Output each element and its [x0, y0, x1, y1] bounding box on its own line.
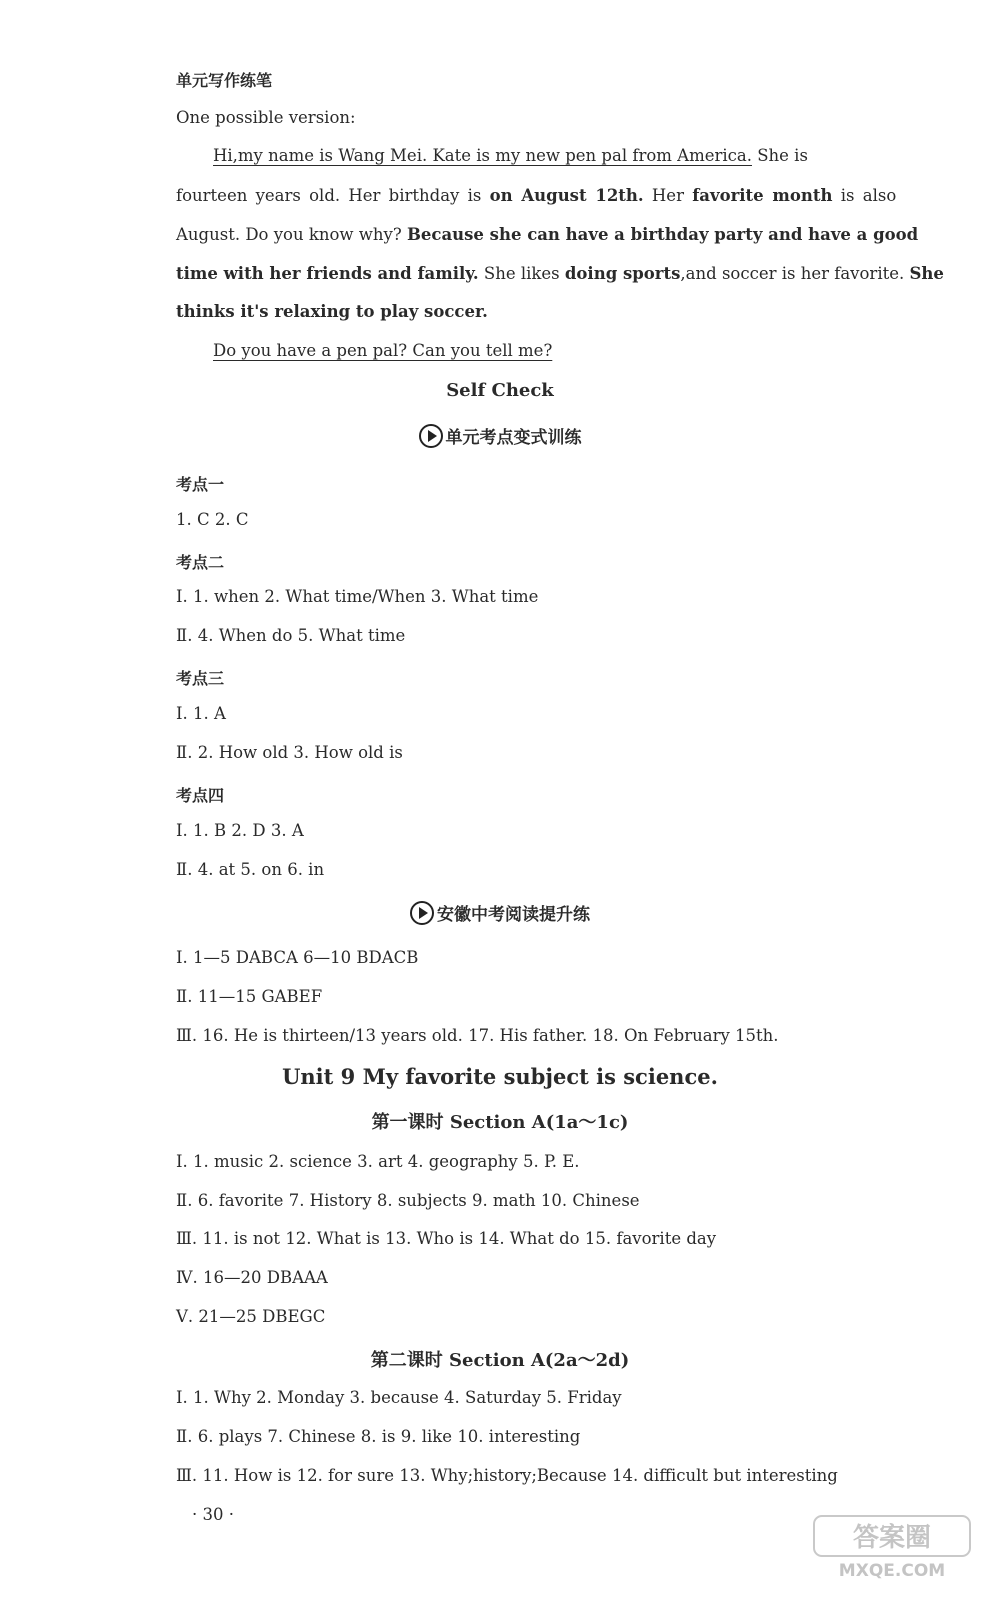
lesson-1-title: 第一课时 Section A(1a～1c) [371, 1112, 629, 1133]
lesson-2-row-2: Ⅱ. 6. plays 7. Chinese 8. is 9. like 10. interesting [176, 1427, 581, 1446]
watermark-line-2: MXQE.COM [838, 1561, 946, 1581]
writing-heading: 单元写作练笔 [176, 71, 273, 90]
lesson-1-row-3: Ⅲ. 11. is not 12. What is 13. Who is 14. What do 15. favorite day [176, 1229, 717, 1248]
point-3-row-2: Ⅱ. 2. How old 3. How old is [176, 743, 403, 762]
unit-title: Unit 9 My favorite subject is science. [282, 1064, 718, 1089]
point-2-row-1: Ⅰ. 1. when 2. What time/When 3. What time [176, 587, 539, 606]
lesson-2-row-3: Ⅲ. 11. How is 12. for sure 13. Why;history;Because 14. difficult but interesting [176, 1466, 838, 1485]
point-3-row-1: Ⅰ. 1. A [176, 704, 226, 723]
writing-line-2: fourteen years old. Her birthday is on August 12th. Her favorite month is also [176, 186, 897, 205]
point-1-answers: 1. C 2. C [176, 510, 249, 529]
writing-line-5: thinks it's relaxing to play soccer. [176, 302, 488, 321]
writing-closing: Do you have a pen pal? Can you tell me? [213, 341, 553, 360]
play-circle-icon [419, 424, 443, 448]
underlined-opening: Hi,my name is Wang Mei. Kate is my new pen pal from America. [213, 146, 752, 165]
writing-line-3: August. Do you know why? Because she can have a birthday party and have a good [176, 225, 919, 244]
writing-line-1: Hi,my name is Wang Mei. Kate is my new pen pal from America. She is [213, 146, 808, 165]
watermark-logo-icon [812, 1512, 972, 1582]
writing-line-4: time with her friends and family. She likes doing sports,and soccer is her favorite. She [176, 264, 944, 283]
point-2-label: 考点二 [176, 553, 225, 572]
watermark-line-1: 答案圈 [852, 1523, 932, 1553]
section-banner-unit-points: 单元考点变式训练 [0, 423, 1000, 448]
lesson-1-row-2: Ⅱ. 6. favorite 7. History 8. subjects 9. math 10. Chinese [176, 1191, 640, 1210]
point-4-row-2: Ⅱ. 4. at 5. on 6. in [176, 860, 325, 879]
lesson-1-row-4: Ⅳ. 16—20 DBAAA [176, 1268, 328, 1287]
point-4-label: 考点四 [176, 786, 225, 805]
point-1-label: 考点一 [176, 475, 225, 494]
point-2-row-2: Ⅱ. 4. When do 5. What time [176, 626, 406, 645]
play-circle-icon [410, 901, 434, 925]
self-check-title: Self Check [446, 380, 554, 401]
lesson-1-row-1: Ⅰ. 1. music 2. science 3. art 4. geography 5. P. E. [176, 1152, 580, 1171]
section-banner-reading: 安徽中考阅读提升练 [0, 900, 1000, 925]
point-3-label: 考点三 [176, 669, 225, 688]
watermark-logo [812, 1512, 972, 1582]
point-4-row-1: Ⅰ. 1. B 2. D 3. A [176, 821, 304, 840]
lesson-2-title: 第二课时 Section A(2a～2d) [370, 1350, 630, 1371]
lesson-1-row-5: Ⅴ. 21—25 DBEGC [176, 1307, 326, 1326]
writing-intro: One possible version: [176, 108, 356, 127]
reading-row-1: Ⅰ. 1—5 DABCA 6—10 BDACB [176, 948, 419, 967]
page-number: · 30 · [192, 1505, 234, 1524]
reading-row-2: Ⅱ. 11—15 GABEF [176, 987, 323, 1006]
reading-row-3: Ⅲ. 16. He is thirteen/13 years old. 17. His father. 18. On February 15th. [176, 1026, 779, 1045]
lesson-2-row-1: Ⅰ. 1. Why 2. Monday 3. because 4. Saturday 5. Friday [176, 1388, 622, 1407]
